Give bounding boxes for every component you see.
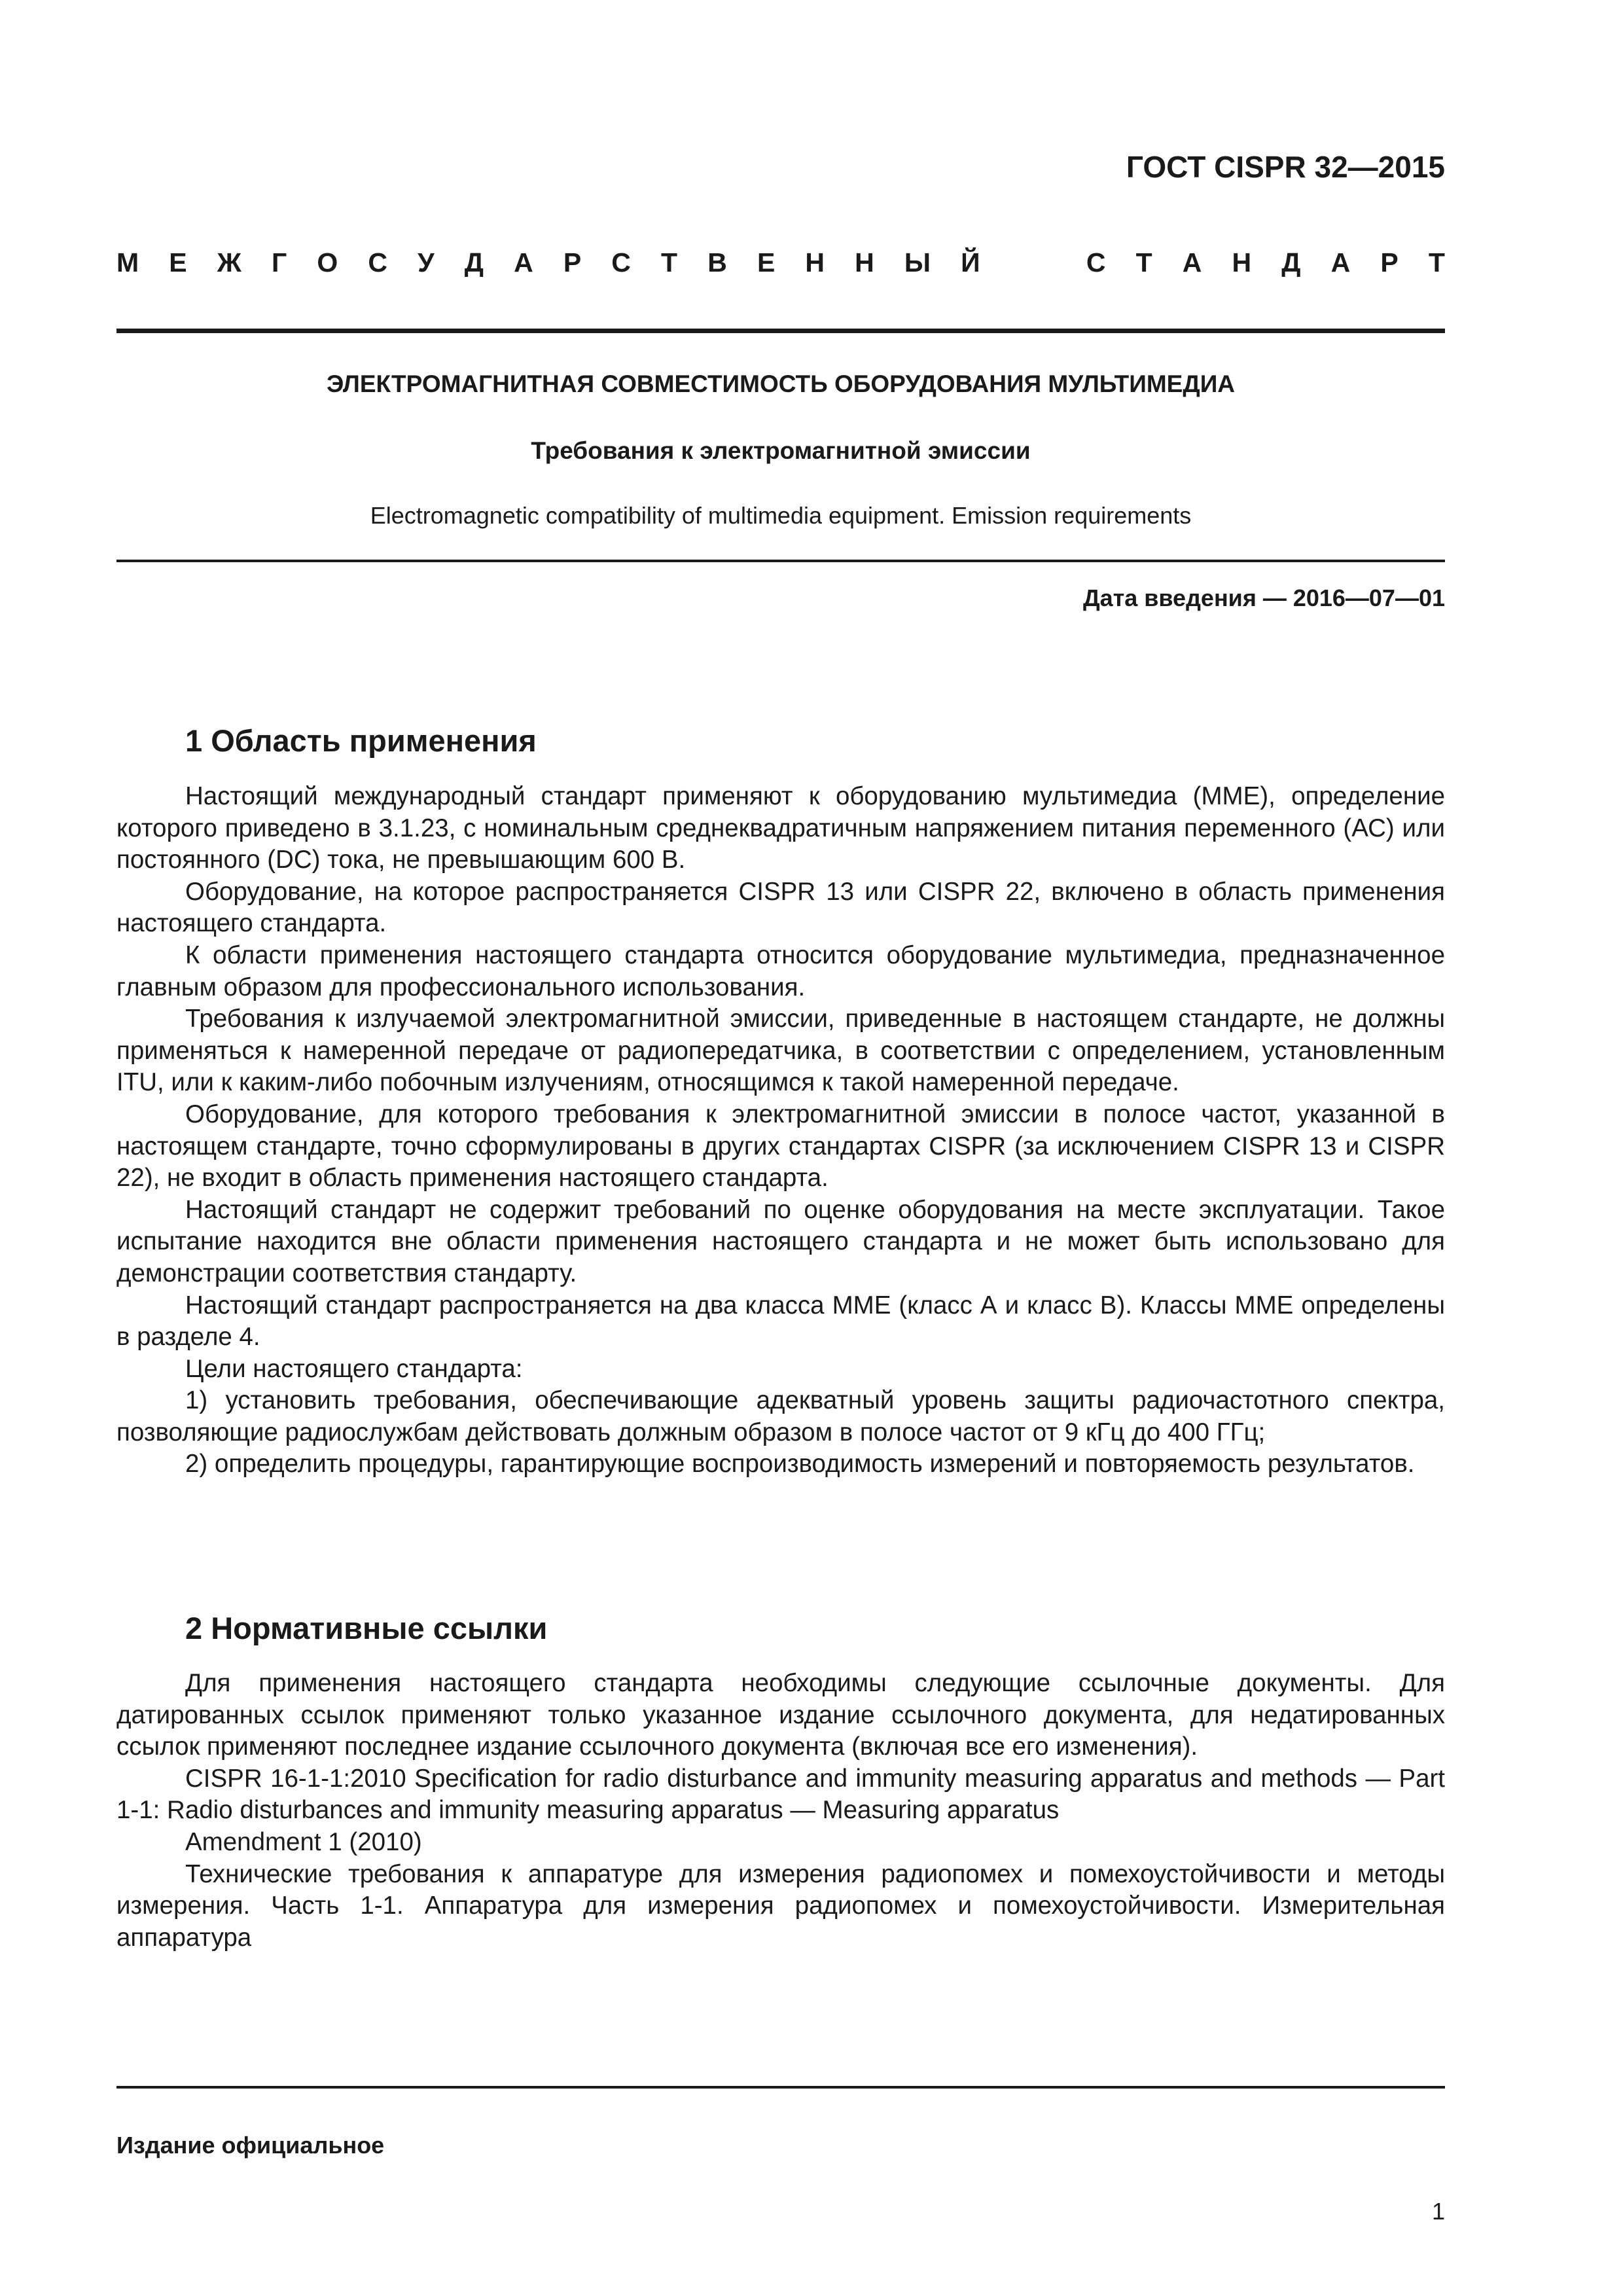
standard-type-word-gap <box>1010 247 1056 278</box>
standard-type-letter: Н <box>805 247 825 278</box>
document-subtitle: Требования к электромагнитной эмиссии <box>531 437 1031 464</box>
standard-type-letter: Е <box>757 247 776 278</box>
section-1-heading: 1 Область применения <box>185 723 537 758</box>
section-2-body <box>116 1668 1445 1954</box>
list-item: 1) установить требования, обеспечивающие адекватный уровень защиты радиочастотного спектра, позволяющие радиослужбам действовать должным образом в полосе частот от 9 кГц до 400 ГГц; <box>116 1386 1445 1446</box>
standard-type-letter: А <box>514 247 533 278</box>
document-code: ГОСТ CISPR 32—2015 <box>1126 150 1445 184</box>
title-divider <box>116 560 1445 562</box>
page-number: 1 <box>1431 2198 1445 2225</box>
standard-type-letter: Р <box>1380 247 1399 278</box>
standard-type-letter: Т <box>661 247 678 278</box>
paragraph: Требования к излучаемой электромагнитной эмиссии, приведенные в настоящем стандарте, не должны применяться к намеренной передаче от радиопередатчика, в соответствии с определением, установленным ITU, или к каким-либо побочным излучениям, относящимся к такой намеренной передаче. <box>116 1005 1445 1097</box>
standard-type-letter: Т <box>1428 247 1445 278</box>
standard-type-letter: М <box>116 247 139 278</box>
section-2-heading: 2 Нормативные ссылки <box>185 1611 548 1645</box>
reference-amendment: Amendment 1 (2010) <box>185 1827 422 1856</box>
standard-type-letter: С <box>368 247 387 278</box>
standard-type-heading <box>116 247 1445 278</box>
standard-type-letter: С <box>611 247 631 278</box>
reference-translation: Технические требования к аппаратуре для измерения радиопомех и помехоустойчивости и методы измерения. Часть 1-1. Аппаратура для измерения радиопомех и помехоустойчивости. Измерительная аппаратура <box>116 1859 1445 1952</box>
header-divider-thick <box>116 329 1445 333</box>
standard-type-letter: Й <box>961 247 980 278</box>
edition-label: Издание официальное <box>116 2132 385 2159</box>
standard-type-letter: Е <box>169 247 187 278</box>
paragraph: Настоящий стандарт не содержит требований по оценке оборудования на месте эксплуатации. Такое испытание находится вне области применения настоящего стандарта и не может быть использовано для демонстрации соответствия стандарту. <box>116 1195 1445 1287</box>
standard-type-letter: Д <box>1281 247 1301 278</box>
standard-type-letter: С <box>1086 247 1106 278</box>
standard-type-letter: У <box>418 247 435 278</box>
standard-type-letter: Ж <box>217 247 241 278</box>
standard-type-letter: Р <box>563 247 582 278</box>
list-item: 2) определить процедуры, гарантирующие воспроизводимость измерений и повторяемость результатов. <box>185 1450 1415 1479</box>
paragraph: К области применения настоящего стандарта относится оборудование мультимедиа, предназначенное главным образом для профессионального использования. <box>116 941 1445 1001</box>
standard-type-letter: О <box>317 247 338 278</box>
paragraph: Настоящий международный стандарт применяют к оборудованию мультимедиа (ММЕ), определение которого приведено в 3.1.23, с номинальным среднеквадратичным напряжением питания переменного (АС) или постоянного (DC) тока, не превышающим 600 В. <box>116 782 1445 874</box>
reference-entry: CISPR 16-1-1:2010 Specification for radio disturbance and immunity measuring apparatus and methods — Part 1-1: Radio disturbances and immunity measuring apparatus — Measuring apparatus <box>116 1764 1445 1825</box>
section-1-body <box>116 781 1445 1480</box>
footer-divider <box>116 2086 1445 2089</box>
standard-type-letter: Н <box>1232 247 1252 278</box>
introduction-date: Дата введения — 2016—07—01 <box>1082 584 1445 611</box>
standard-type-letter: Ы <box>904 247 931 278</box>
paragraph: Цели настоящего стандарта: <box>185 1354 523 1383</box>
standard-type-letter: Г <box>271 247 287 278</box>
paragraph: Настоящий стандарт распространяется на два класса ММЕ (класс А и класс В). Классы ММЕ определены в разделе 4. <box>116 1291 1445 1352</box>
standard-type-letter: Т <box>1135 247 1152 278</box>
document-title: ЭЛЕКТРОМАГНИТНАЯ СОВМЕСТИМОСТЬ ОБОРУДОВАНИЯ МУЛЬТИМЕДИА <box>326 370 1236 397</box>
standard-type-letter: А <box>1182 247 1202 278</box>
paragraph: Оборудование, для которого требования к электромагнитной эмиссии в полосе частот, указанной в настоящем стандарте, точно сформулированы в других стандартах CISPR (за исключением CISPR 13 и CISPR 22), не входит в область применения настоящего стандарта. <box>116 1100 1445 1193</box>
document-title-english: Electromagnetic compatibility of multimedia equipment. Emission requirements <box>370 502 1192 529</box>
standard-type-letter: Н <box>855 247 874 278</box>
standard-type-letter: А <box>1330 247 1351 278</box>
paragraph: Для применения настоящего стандарта необходимы следующие ссылочные документы. Для датированных ссылок применяют только указанное издание ссылочного документа, для недатированных ссылок применяют последнее издание ссылочного документа (включая все его изменения). <box>116 1669 1445 1761</box>
paragraph: Оборудование, на которое распространяется CISPR 13 или CISPR 22, включено в область применения настоящего стандарта. <box>116 877 1445 938</box>
standard-type-letter: Д <box>464 247 484 278</box>
standard-type-letter: В <box>707 247 727 278</box>
